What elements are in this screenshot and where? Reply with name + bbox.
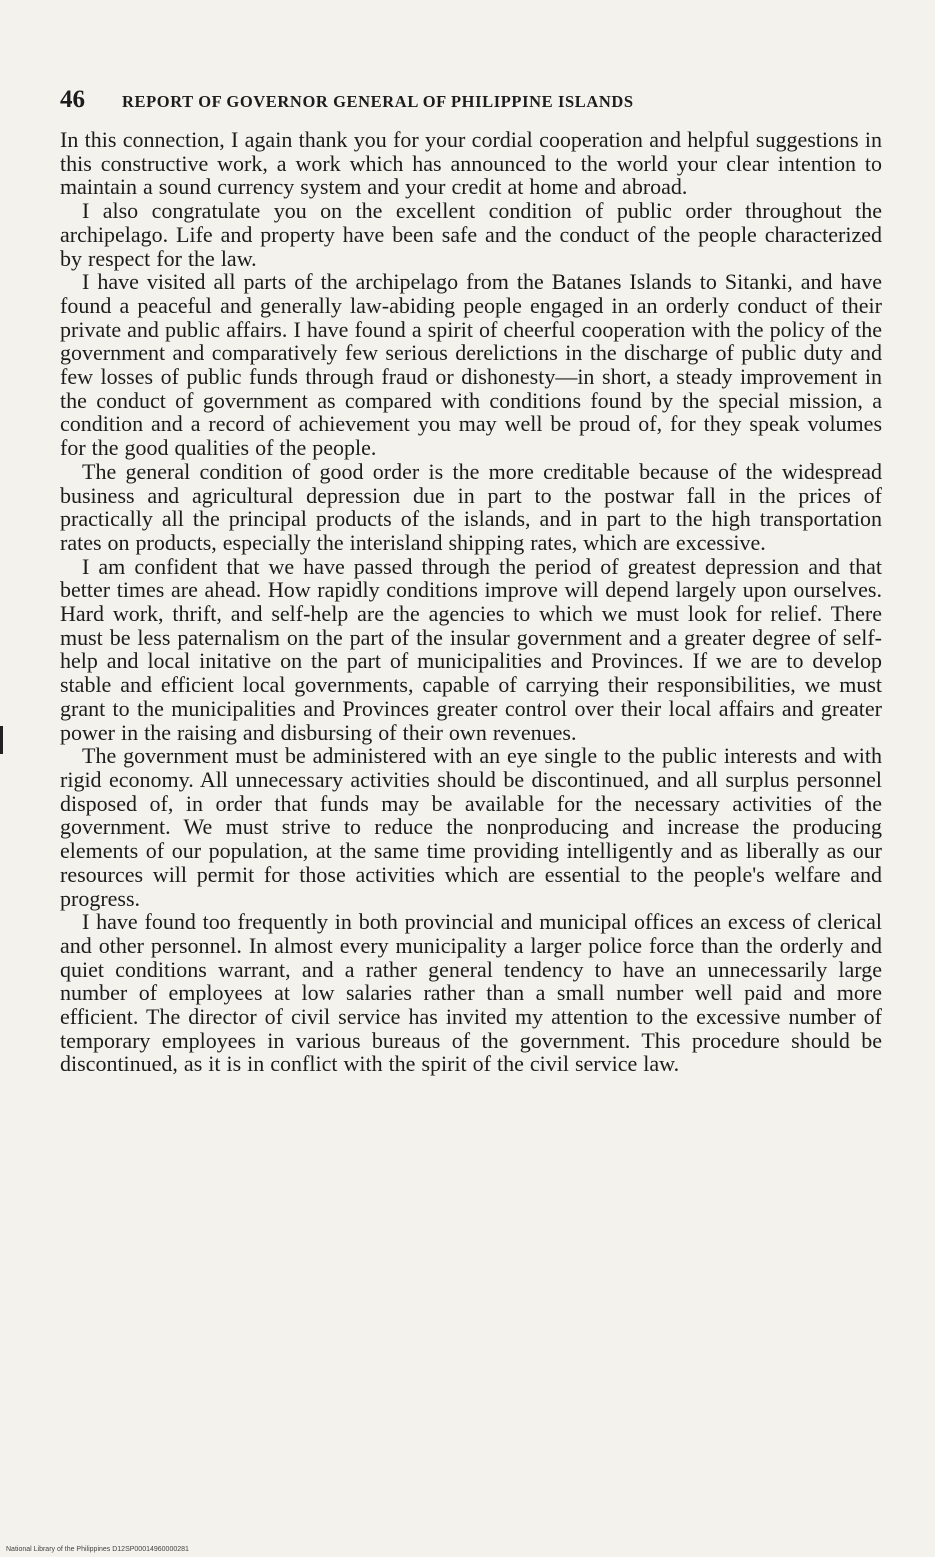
- paragraph-6: The government must be administered with an eye single to the public interests and with rigid economy. All unnecessary activities should be discontinued, and all surplus personnel disposed of, in order that funds may be available for the necessary activities of the government. We must strive to reduce the nonproducing and increase the producing elements of our population, at the same time providing intelligently and as liberally as our resources will permit for those activities which are essential to the people's welfare and progress.: [60, 743, 882, 911]
- page-number: 46: [60, 86, 85, 113]
- scan-credit: National Library of the Philippines D12SP00014960000281: [6, 1546, 189, 1553]
- paragraph-3: I have visited all parts of the archipelago from the Batanes Islands to Sitanki, and have found a peaceful and generally law-abiding people engaged in an orderly conduct of their private and public affairs. I have found a spirit of cheerful cooperation with the policy of the government and comparatively few serious derelictions in the discharge of public duty and few losses of public funds through fraud or dishonesty—in short, a steady improvement in the conduct of government as compared with conditions found by the special mission, a condition and a record of achievement you may well be proud of, for they speak volumes for the good qualities of the people.: [60, 269, 882, 461]
- scan-edge-mark: [0, 726, 3, 754]
- paragraph-1: In this connection, I again thank you for your cordial cooperation and helpful suggestions in this constructive work, a work which has announced to the world your clear intention to maintain a sound currency system and your credit at home and abroad.: [60, 127, 882, 200]
- body-text: [60, 128, 882, 1076]
- paragraph-4: The general condition of good order is the more creditable because of the widespread business and agricultural depression due in part to the postwar fall in the prices of practically all the principal products of the islands, and in part to the high transportation rates on products, especially the interisland shipping rates, which are excessive.: [60, 458, 882, 555]
- paragraph-5: I am confident that we have passed through the period of greatest depression and that better times are ahead. How rapidly conditions improve will depend largely upon ourselves. Hard work, thrift, and self-help are the agencies to which we must look for relief. There must be less paternalism on the part of the insular government and a greater degree of self-help and local initative on the part of municipalities and Provinces. If we are to develop stable and efficient local governments, capable of carrying their responsibilities, we must grant to the municipalities and Provinces greater control over their local affairs and greater power in the raising and disbursing of their own revenues.: [60, 553, 882, 745]
- paragraph-7: I have found too frequently in both provincial and municipal offices an excess of clerical and other personnel. In almost every municipality a larger police force than the orderly and quiet conditions warrant, and a rather general tendency to have an unnecessarily large number of employees at low salaries rather than a small number well paid and more efficient. The director of civil service has invited my attention to the excessive number of temporary employees in various bureaus of the government. This procedure should be discontinued, as it is in conflict with the spirit of the civil service law.: [60, 909, 882, 1077]
- page-header: [60, 86, 875, 114]
- paragraph-2: I also congratulate you on the excellent condition of public order throughout the archipelago. Life and property have been safe and the conduct of the people characterized by respect for the law.: [60, 198, 882, 271]
- running-title: REPORT OF GOVERNOR GENERAL OF PHILIPPINE ISLANDS: [122, 92, 634, 111]
